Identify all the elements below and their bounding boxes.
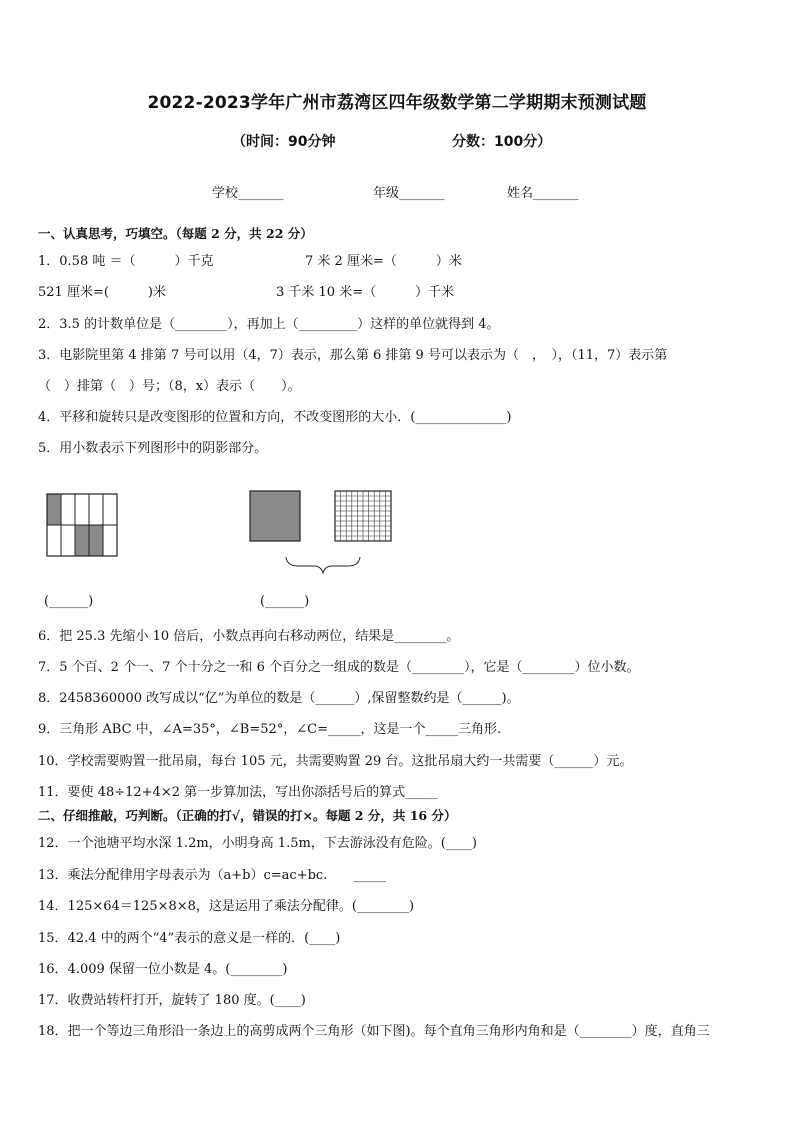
- question-4: 4．平移和旋转只是改变图形的位置和方向，不改变图形的大小．(______________): [38, 410, 512, 425]
- question-9: 9．三角形 ABC 中，∠A=35°，∠B=52°，∠C=_____，这是一个_____三角形.: [38, 722, 502, 737]
- question-1c: 521 厘米=( )米: [38, 285, 166, 300]
- exam-score: 分数：100分）: [452, 134, 552, 150]
- school-field: 学校_______: [212, 186, 284, 201]
- question-13: 13．乘法分配律用字母表示为（a+b）c=ac+bc. _____: [38, 868, 386, 883]
- name-field: 姓名_______: [507, 186, 579, 201]
- exam-time: （时间：90分钟: [232, 134, 336, 150]
- question-5: 5．用小数表示下列图形中的阴影部分。: [38, 441, 268, 456]
- page-title: 2022-2023学年广州市荔湾区四年级数学第二学期期末预测试题: [147, 93, 647, 113]
- question-1a: 1．0.58 吨 ＝（ ）千克: [38, 254, 214, 269]
- question-8: 8．2458360000 改写成以“亿”为单位的数是（______）,保留整数约是（______)。: [38, 691, 520, 706]
- question-17: 17．收费站转杆打开，旋转了 180 度。(____): [38, 993, 306, 1008]
- question-1b: 7 米 2 厘米=（ ）米: [305, 254, 462, 269]
- question-11: 11．要使 48÷12+4×2 第一步算加法，写出你添括号后的算式_____: [38, 785, 438, 800]
- question-15: 15．42.4 中的两个“4”表示的意义是一样的．(____): [38, 931, 341, 946]
- question-6: 6．把 25.3 先缩小 10 倍后，小数点再向右移动两位，结果是________。: [38, 629, 460, 644]
- question-18: 18．把一个等边三角形沿一条边上的高剪成两个三角形（如下图)。每个直角三角形内角和是（________）度，直角三: [38, 1024, 710, 1039]
- section-1-heading: 一、认真思考，巧填空。（每题 2 分，共 22 分）: [38, 226, 313, 241]
- question-2: 2．3.5 的计数单位是（________），再加上（_________）这样的单位就得到 4。: [38, 317, 500, 332]
- question-3a: 3．电影院里第 4 排第 7 号可以用（4，7）表示，那么第 6 排第 9 号可以表示为（ ， ），（11，7）表示第: [38, 348, 668, 363]
- question-5-blank-1[interactable]: (______): [44, 594, 94, 609]
- grade-field: 年级_______: [373, 186, 445, 201]
- question-5-blank-2[interactable]: (______): [260, 594, 310, 609]
- question-16: 16．4.009 保留一位小数是 4。(________): [38, 962, 288, 977]
- question-14: 14．125×64＝125×8×8，这是运用了乘法分配律。(________): [38, 899, 415, 914]
- question-1d: 3 千米 10 米=（ ）千米: [276, 285, 455, 300]
- hundred-grid-figure: [335, 491, 391, 541]
- section-2-heading: 二、仔细推敲，巧判断。（正确的打√，错误的打×。每题 2 分，共 16 分）: [38, 808, 457, 823]
- fraction-grid-figure: [47, 494, 117, 556]
- question-3b: （ ）排第（ ）号；（8，x）表示（ ）。: [38, 379, 301, 394]
- shaded-square-figure: [250, 491, 300, 541]
- question-10: 10．学校需要购置一批吊扇，每台 105 元，共需要购置 29 台。这批吊扇大约一共需要（______）元。: [38, 754, 633, 769]
- question-12: 12．一个池塘平均水深 1.2m，小明身高 1.5m，下去游泳没有危险。(____): [38, 836, 477, 851]
- question-7: 7．5 个百、2 个一、7 个十分之一和 6 个百分之一组成的数是（________），它是（________）位小数。: [38, 660, 640, 675]
- brace-icon: [286, 557, 360, 573]
